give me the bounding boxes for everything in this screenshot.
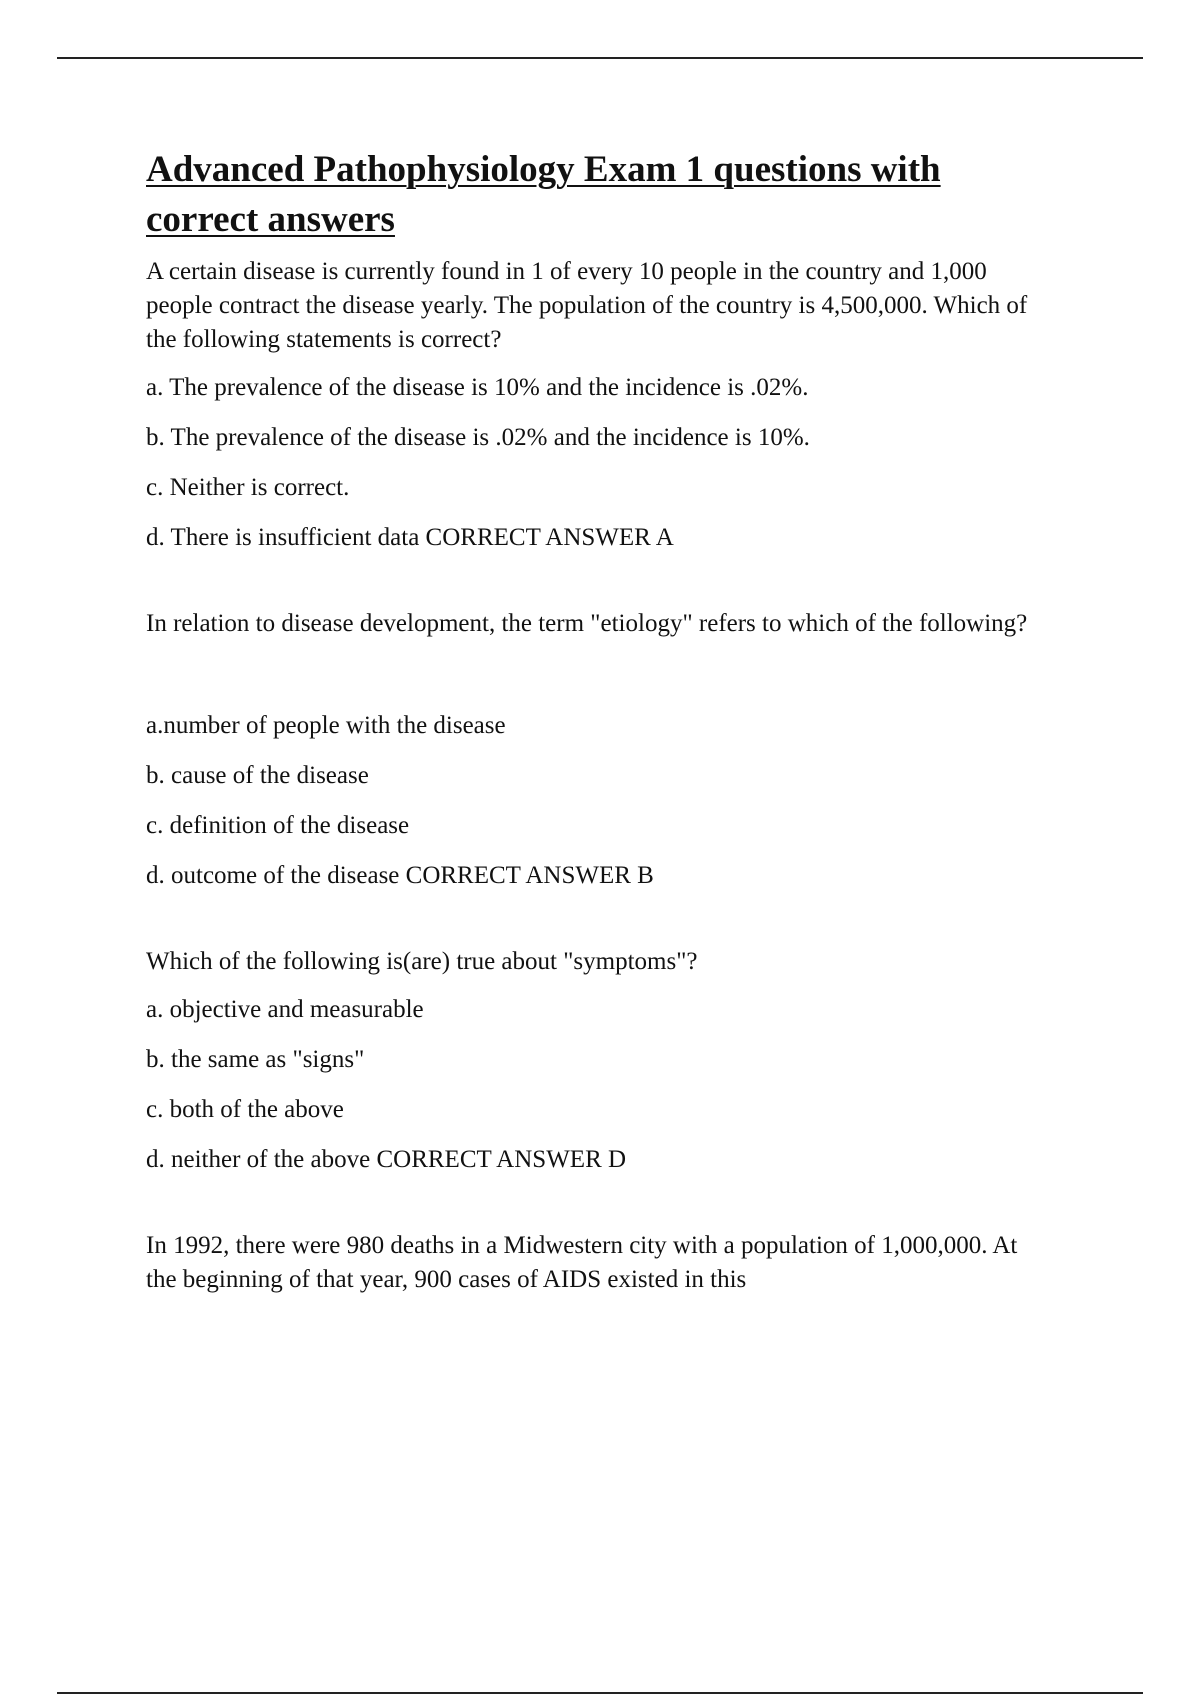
answer-option: d. outcome of the disease CORRECT ANSWER B <box>146 862 654 889</box>
answer-option: c. both of the above <box>146 1096 344 1123</box>
question-block-3 <box>146 945 1046 1177</box>
answer-option: a. The prevalence of the disease is 10% and the incidence is .02%. <box>146 374 809 401</box>
answer-option: d. neither of the above CORRECT ANSWER D <box>146 1146 627 1173</box>
spacer <box>146 655 1046 709</box>
answer-option: c. Neither is correct. <box>146 474 350 501</box>
answer-option: b. the same as "signs" <box>146 1046 365 1073</box>
answer-option: b. The prevalence of the disease is .02% and the incidence is 10%. <box>146 424 810 451</box>
answer-option: c. definition of the disease <box>146 812 410 839</box>
answer-option: a.number of people with the disease <box>146 712 506 739</box>
question-block-2 <box>146 607 1046 893</box>
question-text: Which of the following is(are) true about "symptoms"? <box>146 948 698 975</box>
answer-options <box>146 709 1046 893</box>
top-rule <box>57 57 1143 59</box>
question-text: In 1992, there were 980 deaths in a Midwestern city with a population of 1,000,000. At the beginning of that year, 900 cases of AIDS existed in this <box>146 1232 1018 1293</box>
answer-options <box>146 371 1046 555</box>
question-block-1 <box>146 255 1046 555</box>
bottom-rule <box>57 1692 1143 1694</box>
answer-options <box>146 993 1046 1177</box>
document-title: Advanced Pathophysiology Exam 1 questions with correct answers <box>146 149 941 240</box>
document-body <box>146 145 1046 1311</box>
question-text: A certain disease is currently found in 1 of every 10 people in the country and 1,000 people contract the disease yearly. The population of the country is 4,500,000. Which of the following statements is correct? <box>146 258 1028 353</box>
question-text: In relation to disease development, the term "etiology" refers to which of the following? <box>146 610 1028 637</box>
answer-option: d. There is insufficient data CORRECT ANSWER A <box>146 524 674 551</box>
answer-option: a. objective and measurable <box>146 996 424 1023</box>
question-block-4 <box>146 1229 1046 1297</box>
answer-option: b. cause of the disease <box>146 762 369 789</box>
